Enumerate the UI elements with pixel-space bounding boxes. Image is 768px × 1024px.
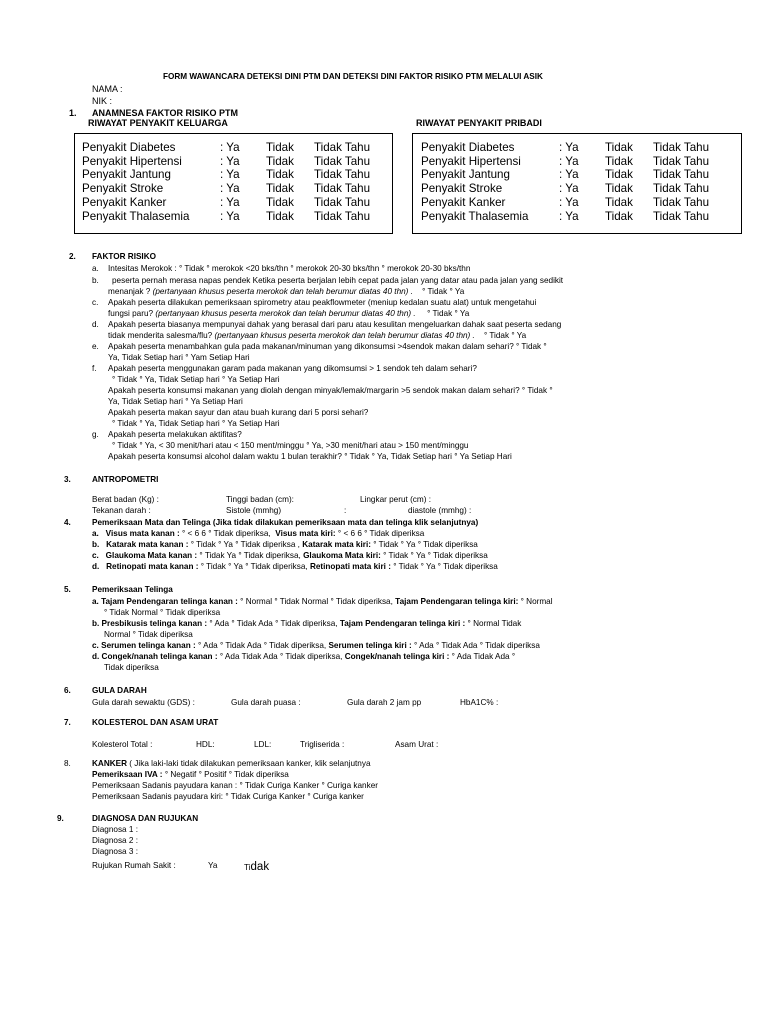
item-g-letter: g. [92,430,99,439]
congek-kiri-options-cont[interactable]: Tidak diperiksa [104,663,159,672]
pribadi-jantung-label: Penyakit Jantung [421,168,510,182]
hba1c-field[interactable]: HbA1C% : [460,698,499,707]
rujukan-tidak-option[interactable] [244,857,269,875]
glaukoma-kanan-options[interactable]: ° Tidak Ya ° Tidak diperiksa, [197,551,301,560]
diagnosa-1-field[interactable]: Diagnosa 1 : [92,825,138,834]
asam-urat-field[interactable]: Asam Urat : [395,740,439,749]
section-6-number: 6. [64,686,71,695]
pribadi-hipertensi-ya[interactable]: : Ya [559,154,579,168]
tajam-kiri-options-cont[interactable]: ° Tidak Normal ° Tidak diperiksa [104,608,221,617]
pribadi-kanker-tidak[interactable]: Tidak [605,195,633,209]
presbikusis-row [92,619,521,628]
item-f-options-sayur[interactable]: ° Tidak ° Ya, Tidak Setiap hari ° Ya Setiap Hari [112,419,280,428]
pribadi-jantung-ya[interactable]: : Ya [559,168,579,182]
keluarga-diabetes-label: Penyakit Diabetes [82,141,176,154]
visus-kiri-options[interactable]: ° < 6 6 ° Tidak diperiksa [335,529,425,538]
keluarga-jantung-tidak-tahu[interactable]: Tidak Tahu [314,168,371,182]
item-c-letter: c. [92,298,99,307]
keluarga-stroke-tidak-tahu[interactable]: Tidak Tahu [314,182,371,196]
congek-kiri-options[interactable]: ° Ada Tidak Ada ° [449,652,516,661]
item-b-note: (pertanyaan khusus peserta merokok dan telah berumur diatas 40 thn) . [152,287,413,296]
katarak-kanan-options[interactable]: ° Tidak ° Ya ° Tidak diperiksa , [188,540,300,549]
sistole-field[interactable]: Sistole (mmhg) [226,506,282,515]
keluarga-hipertensi-ya[interactable]: : Ya [220,154,240,168]
pribadi-kanker-ya[interactable]: : Ya [559,195,579,209]
hdl-field[interactable]: HDL: [196,740,215,749]
pribadi-diabetes-ya[interactable]: : Ya [559,141,579,154]
katarak-kiri-label: Katarak mata kiri: [302,540,371,549]
keluarga-thalasemia-label: Penyakit Thalasemia [82,209,190,223]
section-8-note: ( Jika laki-laki tidak dilakukan pemeriksaan kanker, klik selanjutnya [127,759,371,768]
pribadi-thalasemia-ya[interactable]: : Ya [559,209,579,223]
section-9-title: DIAGNOSA DAN RUJUKAN [92,814,199,823]
pribadi-stroke-tidak[interactable]: Tidak [605,182,633,196]
pribadi-stroke-label: Penyakit Stroke [421,182,503,196]
berat-badan-field[interactable]: Berat badan (Kg) : [92,495,159,504]
keluarga-thalasemia-ya[interactable]: : Ya [220,209,240,223]
item-d-letter: d. [92,320,99,329]
keluarga-hipertensi-tidak-tahu[interactable]: Tidak Tahu [314,154,371,168]
item-c-text2: fungsi paru? [108,309,154,318]
section-8-heading [92,759,371,768]
retinopati-kanan-label: Retinopati mata kanan : [106,562,199,571]
gds-field[interactable]: Gula darah sewaktu (GDS) : [92,698,195,707]
presbikusis-kiri-options-cont[interactable]: Normal ° Tidak diperiksa [104,630,193,639]
pribadi-hipertensi-label: Penyakit Hipertensi [421,154,521,168]
iva-options[interactable]: ° Negatif ° Positif ° Tidak diperiksa [162,770,289,779]
item-d-note: (pertanyaan khusus peserta merokok dan telah berumur diatas 40 thn) . [214,331,475,340]
sistole-colon: : [344,506,347,515]
pribadi-thalasemia-tidak[interactable]: Tidak [605,209,633,223]
keluarga-kanker-label: Penyakit Kanker [82,195,167,209]
section-2-number: 2. [69,252,76,261]
visus-kiri-label: Visus mata kiri: [275,529,336,538]
congek-kanan-label: d. Congek/nanah telinga kanan : [92,652,218,661]
pribadi-jantung-tidak[interactable]: Tidak [605,168,633,182]
item-d-question-cont [108,331,526,340]
item-a-letter: a. [92,264,99,273]
diagnosa-2-field[interactable]: Diagnosa 2 : [92,836,138,845]
keluarga-stroke-ya[interactable]: : Ya [220,182,240,196]
riwayat-keluarga-title: RIWAYAT PENYAKIT KELUARGA [88,118,228,128]
keluarga-hipertensi-tidak[interactable]: Tidak [266,154,294,168]
pribadi-stroke-tidak-tahu[interactable]: Tidak Tahu [653,182,710,196]
pribadi-kanker-tidak-tahu[interactable]: Tidak Tahu [653,195,710,209]
item-b-options[interactable]: ° Tidak ° Ya [422,287,465,296]
item-d-question: Apakah peserta biasanya mempunyai dahak yang berasal dari paru atau kesulitan mengeluarkan dahak saat peserta sedang [108,320,562,329]
serumen-kiri-label: Serumen telinga kiri : [328,641,412,650]
keluarga-thalasemia-tidak-tahu[interactable]: Tidak Tahu [314,209,371,223]
pribadi-hipertensi-tidak-tahu[interactable]: Tidak Tahu [653,154,710,168]
section-2-title: FAKTOR RISIKO [92,252,156,261]
congek-row [92,652,515,661]
nik-field[interactable]: NIK : [92,96,113,106]
item-f-options-garam[interactable]: ° Tidak ° Ya, Tidak Setiap hari ° Ya Setiap Hari [112,375,280,384]
riwayat-keluarga-table [82,141,384,223]
retinopati-kiri-label: Retinopati mata kiri : [309,562,391,571]
item-f-question-sayur: Apakah peserta makan sayur dan atau buah kurang dari 5 porsi sehari? [108,408,369,417]
pribadi-diabetes-label: Penyakit Diabetes [421,141,515,154]
presbikusis-kanan-label: b. Presbikusis telinga kanan : [92,619,208,628]
section-8-title: KANKER [92,759,128,768]
keluarga-diabetes-tidak[interactable]: Tidak [266,141,294,154]
retinopati-letter: d. [92,562,100,571]
riwayat-pribadi-box [412,133,742,234]
section-5-title: Pemeriksaan Telinga [92,585,173,594]
item-f-letter: f. [92,364,97,373]
gula-puasa-field[interactable]: Gula darah puasa : [231,698,301,707]
tajam-kanan-label: a. Tajam Pendengaran telinga kanan : [92,597,238,606]
trigliserida-field[interactable]: Trigliserida : [300,740,345,749]
rujukan-ya-option[interactable]: Ya [208,861,218,870]
item-d-options[interactable]: ° Tidak ° Ya [483,331,527,340]
section-5-number: 5. [64,585,71,594]
item-d-text2: tidak menderita salesma/flu? [108,331,213,340]
katarak-kiri-options[interactable]: ° Tidak ° Ya ° Tidak diperiksa [370,540,478,549]
keluarga-jantung-label: Penyakit Jantung [82,168,171,182]
item-c-note: (pertanyaan khusus peserta merokok dan telah berumur diatas 40 thn) . [155,309,416,318]
pribadi-stroke-ya[interactable]: : Ya [559,182,579,196]
riwayat-keluarga-box [74,133,393,234]
section-1-number: 1. [69,108,77,118]
section-1-title: ANAMNESA FAKTOR RISIKO PTM [92,108,239,118]
section-8-number: 8. [64,759,71,768]
section-9-number: 9. [57,814,64,823]
nama-field[interactable]: NAMA : [92,84,123,94]
katarak-row [92,540,478,549]
tajam-kiri-label: Tajam Pendengaran telinga kiri: [395,597,519,606]
section-4-number: 4. [64,518,71,527]
item-b-question: peserta pernah merasa napas pendek Ketika peserta berjalan lebih cepat pada jalan yang datar atau pada jalan yang sedikit [112,276,564,285]
intesitas-merokok-options[interactable]: Intesitas Merokok : ° Tidak ° merokok <20 bks/thn ° merokok 20-30 bks/thn ° merokok 20-30 bks/thn [108,264,471,273]
tajam-kanan-options[interactable]: ° Normal ° Tidak Normal ° Tidak diperiksa, [237,597,393,606]
visus-kanan-label: Visus mata kanan : [105,529,180,538]
serumen-kiri-options[interactable]: ° Ada ° Tidak Ada ° Tidak diperiksa [411,641,540,650]
pribadi-jantung-tidak-tahu[interactable]: Tidak Tahu [653,168,710,182]
pribadi-hipertensi-tidak[interactable]: Tidak [605,154,633,168]
section-3-title: ANTROPOMETRI [92,475,159,484]
retinopati-kanan-options[interactable]: ° Tidak ° Ya ° Tidak diperiksa, [198,562,308,571]
keluarga-diabetes-ya[interactable]: : Ya [220,141,240,154]
item-e-options[interactable]: Ya, Tidak Setiap hari ° Yam Setiap Hari [108,353,250,362]
item-g-question-alcohol[interactable]: Apakah peserta konsumsi alcohol dalam waktu 1 bulan terakhir? ° Tidak ° Ya, Tidak Setiap hari ° Ya Setiap Hari [108,452,512,461]
presbikusis-kiri-options[interactable]: ° Normal Tidak [465,619,522,628]
congek-kanan-options[interactable]: ° Ada Tidak Ada ° Tidak diperiksa, [217,652,343,661]
section-7-title: KOLESTEROL DAN ASAM URAT [92,718,219,727]
tajam-kiri-options[interactable]: ° Normal [518,597,553,606]
diastole-field[interactable]: diastole (mmhg) : [408,506,472,515]
keluarga-hipertensi-label: Penyakit Hipertensi [82,154,182,168]
tekanan-darah-label: Tekanan darah : [92,506,151,515]
keluarga-stroke-label: Penyakit Stroke [82,182,164,196]
item-c-options[interactable]: ° Tidak ° Ya [427,309,470,318]
section-7-number: 7. [64,718,71,727]
pribadi-diabetes-tidak[interactable]: Tidak [605,141,633,154]
visus-letter: a. [92,529,99,538]
item-b-text2: menanjak ? [108,287,151,296]
item-c-question-cont [108,309,469,318]
diagnosa-3-field[interactable]: Diagnosa 3 : [92,847,138,856]
pribadi-diabetes-tidak-tahu[interactable]: Tidak Tahu [653,141,710,154]
ldl-field[interactable]: LDL: [254,740,272,749]
keluarga-kanker-ya[interactable]: : Ya [220,195,240,209]
item-e-letter: e. [92,342,99,351]
tajam-pendengaran-row [92,597,553,606]
keluarga-stroke-tidak[interactable]: Tidak [266,182,294,196]
katarak-kanan-label: Katarak mata kanan : [106,540,189,549]
retinopati-row [92,562,498,571]
keluarga-thalasemia-tidak[interactable]: Tidak [266,209,294,223]
presbikusis-kiri-label: Tajam Pendengaran telinga kiri : [339,619,466,628]
keluarga-kanker-tidak-tahu[interactable]: Tidak Tahu [314,195,371,209]
item-g-question-aktifitas: Apakah peserta melakukan aktifitas? [108,430,242,439]
pribadi-thalasemia-label: Penyakit Thalasemia [421,209,529,223]
serumen-kanan-label: c. Serumen telinga kanan : [92,641,196,650]
glaukoma-row [92,551,488,560]
visus-kanan-options[interactable]: ° < 6 6 ° Tidak diperiksa, [179,529,271,538]
sadanis-kanan-options[interactable]: Pemeriksaan Sadanis payudara kanan : ° Tidak Curiga Kanker ° Curiga kanker [92,781,378,790]
item-f-question-garam: Apakah peserta menggunakan garam pada makanan yang dikomsumsi > 1 sendok teh dalam sehari? [108,364,477,373]
serumen-row [92,641,540,650]
retinopati-kiri-options[interactable]: ° Tidak ° Ya ° Tidak diperiksa [390,562,498,571]
form-title: FORM WAWANCARA DETEKSI DINI PTM DAN DETEKSI DINI FAKTOR RISIKO PTM MELALUI ASIK [163,72,543,81]
gula-2jam-field[interactable]: Gula darah 2 jam pp [347,698,422,707]
glaukoma-kanan-label: Glaukoma Mata kanan : [105,551,198,560]
glaukoma-kiri-options[interactable]: ° Tidak ° Ya ° Tidak diperiksa [380,551,488,560]
lingkar-perut-field[interactable]: Lingkar perut (cm) : [360,495,431,504]
pribadi-thalasemia-tidak-tahu[interactable]: Tidak Tahu [653,209,710,223]
section-4-title: Pemeriksaan Mata dan Telinga (Jika tidak dilakukan pemeriksaan mata dan telinga klik selanjutnya) [92,518,479,527]
kolesterol-total-field[interactable]: Kolesterol Total : [92,740,153,749]
rujukan-label: Rujukan Rumah Sakit : [92,861,176,870]
congek-kiri-label: Congek/nanah telinga kiri : [344,652,450,661]
katarak-letter: b. [92,540,100,549]
iva-row [92,770,289,779]
section-3-number: 3. [64,475,71,484]
item-c-question: Apakah peserta dilakukan pemeriksaan spirometry atau peakflowmeter (meniup kedalan suatu alat) untuk mengetahui [108,298,537,307]
keluarga-kanker-tidak[interactable]: Tidak [266,195,294,209]
item-e-question: Apakah peserta menambahkan gula pada makanan/minuman yang dikonsumsi >4sendok makan dalam sehari? ° Tidak ° [108,342,547,351]
glaukoma-kiri-label: Glaukoma Mata kiri: [303,551,381,560]
item-f-question-minyak: Apakah peserta konsumsi makanan yang diolah dengan minyak/lemak/margarin >5 sendok makan dalam sehari? ° Tidak ° [108,386,553,395]
item-g-options-aktifitas[interactable]: ° Tidak ° Ya, < 30 menit/hari atau < 150 ment/minggu ° Ya, >30 menit/hari atau > 150 ment/minggu [112,441,469,450]
tinggi-badan-field[interactable]: Tinggi badan (cm): [226,495,294,504]
keluarga-jantung-ya[interactable]: : Ya [220,168,240,182]
section-6-title: GULA DARAH [92,686,147,695]
rujukan-tidak-part2: dak [250,861,270,873]
serumen-kanan-options[interactable]: ° Ada ° Tidak Ada ° Tidak diperiksa, [195,641,327,650]
visus-row [92,529,424,538]
pribadi-kanker-label: Penyakit Kanker [421,195,506,209]
rujukan-tidak-part1: Ti [244,863,251,872]
item-f-options-minyak[interactable]: Ya, Tidak Setiap hari ° Ya Setiap Hari [108,397,243,406]
riwayat-pribadi-title: RIWAYAT PENYAKIT PRIBADI [416,118,542,128]
glaukoma-letter: c. [92,551,99,560]
riwayat-pribadi-table [421,141,723,223]
iva-label: Pemeriksaan IVA : [92,770,163,779]
keluarga-diabetes-tidak-tahu[interactable]: Tidak Tahu [314,141,371,154]
keluarga-jantung-tidak[interactable]: Tidak [266,168,294,182]
item-b-letter: b. [92,276,99,285]
sadanis-kiri-options[interactable]: Pemeriksaan Sadanis payudara kiri: ° Tidak Curiga Kanker ° Curiga kanker [92,792,364,801]
item-b-question-cont [108,287,464,296]
presbikusis-kanan-options[interactable]: ° Ada ° Tidak Ada ° Tidak diperiksa, [207,619,338,628]
